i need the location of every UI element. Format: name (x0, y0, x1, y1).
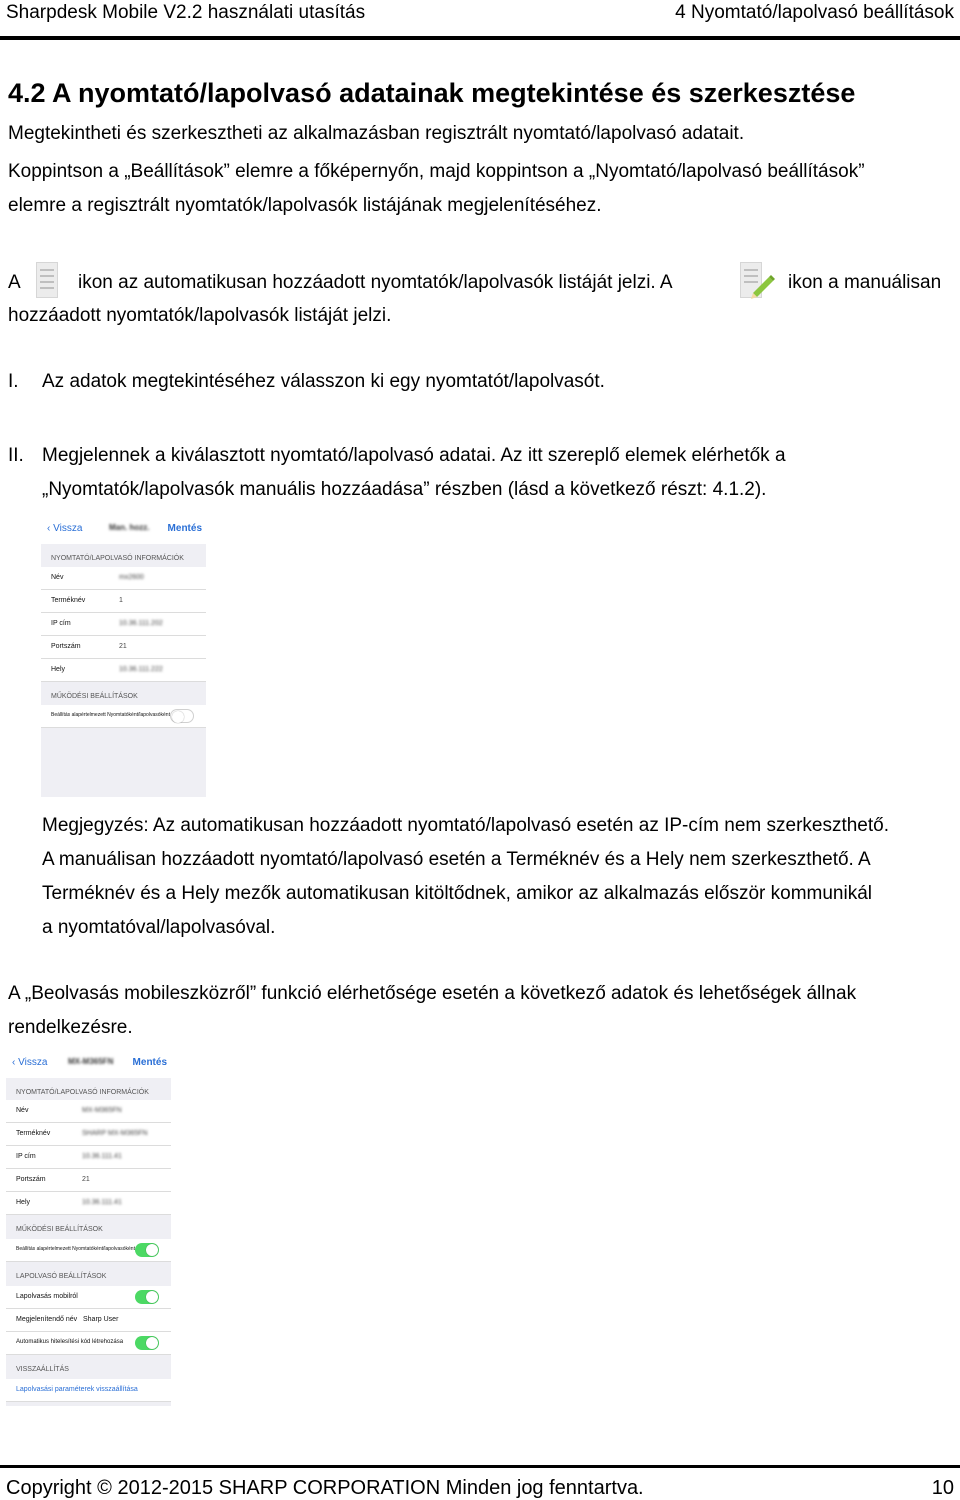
table-row[interactable]: Terméknév SHARP MX-M365FN (6, 1123, 171, 1146)
intro-paragraph: Megtekintheti és szerkesztheti az alkalmazásban regisztrált nyomtató/lapolvasó adatait. (8, 123, 745, 144)
note-line-4: a nyomtatóval/lapolvasóval. (42, 917, 276, 938)
reset-scan-params-link[interactable]: Lapolvasási paraméterek visszaállítása (16, 1386, 138, 1393)
screen-title: MX-M365FN (68, 1057, 114, 1066)
pencil-icon (745, 269, 775, 299)
section-title: 4.2 A nyomtató/lapolvasó adatainak megtekintése és szerkesztése (8, 78, 856, 108)
icon-legend-manual: ikon a manuálisan (788, 272, 942, 293)
auto-auth-code-toggle[interactable] (135, 1336, 159, 1350)
instruction-line-2: elemre a regisztrált nyomtatók/lapolvasók listájának megjelenítéséhez. (8, 195, 602, 216)
section-scanner-settings: LAPOLVASÓ BEÁLLÍTÁSOK (16, 1273, 107, 1280)
table-row[interactable]: Hely 10.36.111.222 (41, 659, 206, 682)
section-reset: VISSZAÁLLÍTÁS (16, 1366, 69, 1373)
icon-legend-line-2: hozzáadott nyomtatók/lapolvasók listáját jelzi. (8, 305, 392, 326)
step-2-number: II. (8, 445, 24, 466)
table-row[interactable]: IP cím 10.36.111.41 (6, 1146, 171, 1169)
footer-copyright: Copyright © 2012-2015 SHARP CORPORATION Minden jog fenntartva. (6, 1477, 644, 1499)
section-printer-info: NYOMTATÓ/LAPOLVASÓ INFORMÁCIÓK (51, 555, 184, 562)
header-rule (0, 36, 960, 40)
step-1-text: Az adatok megtekintéséhez válasszon ki egy nyomtatót/lapolvasót. (42, 371, 605, 392)
table-row[interactable]: Név MX-M365FN (6, 1100, 171, 1123)
default-printer-row: Beállítás alapértelmezett Nyomtatóként/lapolvasóként (41, 705, 206, 728)
icon-legend-auto: ikon az automatikusan hozzáadott nyomtatók/lapolvasók listáját jelzi. A (78, 272, 673, 293)
scan-from-mobile-toggle[interactable] (135, 1290, 159, 1304)
screen-nav-bar (41, 514, 206, 544)
auto-added-printer-icon (36, 262, 58, 298)
note-line-3: Terméknév és a Hely mezők automatikusan kitöltődnek, amikor az alkalmazás először kommunikál (42, 883, 873, 904)
note-line-2: A manuálisan hozzáadott nyomtató/lapolvasó esetén a Terméknév és a Hely nem szerkeszthető. A (42, 849, 871, 870)
back-button[interactable]: ‹ Vissza (47, 523, 83, 534)
reset-scan-params-row[interactable] (6, 1379, 171, 1402)
auto-auth-code-row: Automatikus hitelesítési kód létrehozása (6, 1332, 171, 1355)
table-row[interactable]: IP cím 10.36.111.202 (41, 613, 206, 636)
default-printer-toggle[interactable] (135, 1243, 159, 1257)
display-name-value: Sharp User (83, 1316, 119, 1323)
screen-title: Man. hozz. (109, 523, 150, 532)
default-printer-toggle[interactable] (170, 709, 194, 723)
screen-nav-bar (6, 1048, 171, 1078)
table-row[interactable]: Hely 10.36.111.41 (6, 1192, 171, 1215)
table-row[interactable]: Portszám 21 (6, 1169, 171, 1192)
step-2-text-line-1: Megjelennek a kiválasztott nyomtató/lapolvasó adatai. Az itt szereplő elemek elérhetők a (42, 445, 786, 466)
running-header-right: 4 Nyomtató/lapolvasó beállítások (675, 2, 954, 23)
table-row[interactable]: Név mx2600 (41, 567, 206, 590)
table-row[interactable]: Portszám 21 (41, 636, 206, 659)
save-button[interactable]: Mentés (167, 523, 202, 534)
manual-added-printer-icon (740, 262, 762, 298)
icon-legend-a: A (8, 272, 21, 293)
back-button[interactable]: ‹ Vissza (12, 1057, 48, 1068)
running-header-left: Sharpdesk Mobile V2.2 használati utasítás (6, 2, 366, 23)
footer-rule (0, 1465, 960, 1468)
section-operation-settings: MŰKÖDÉSI BEÁLLÍTÁSOK (16, 1226, 103, 1233)
display-name-row[interactable]: Megjelenítendő név Sharp User (6, 1309, 171, 1332)
scan-from-mobile-row: Lapolvasás mobilról (6, 1286, 171, 1309)
step-1-number: I. (8, 371, 19, 392)
scan-feature-line-2: rendelkezésre. (8, 1017, 133, 1038)
section-printer-info: NYOMTATÓ/LAPOLVASÓ INFORMÁCIÓK (16, 1089, 149, 1096)
table-row[interactable]: Terméknév 1 (41, 590, 206, 613)
note-line-1: Megjegyzés: Az automatikusan hozzáadott nyomtató/lapolvasó esetén az IP-cím nem szerkeszthető. (42, 815, 889, 836)
save-button[interactable]: Mentés (132, 1057, 167, 1068)
printer-info-screenshot (41, 514, 206, 797)
step-2-text-line-2: „Nyomtatók/lapolvasók manuális hozzáadása” részben (lásd a következő részt: 4.1.2). (42, 479, 767, 500)
section-operation-settings: MŰKÖDÉSI BEÁLLÍTÁSOK (51, 693, 138, 700)
instruction-line-1: Koppintson a „Beállítások” elemre a főképernyőn, majd koppintson a „Nyomtató/lapolvasó beállítások” (8, 161, 865, 182)
scan-feature-line-1: A „Beolvasás mobileszközről” funkció elérhetősége esetén a következő adatok és lehetőségek állnak (8, 983, 857, 1004)
page-number: 10 (931, 1477, 954, 1499)
default-printer-row: Beállítás alapértelmezett Nyomtatóként/lapolvasóként (6, 1239, 171, 1262)
scan-settings-screenshot (6, 1048, 171, 1406)
